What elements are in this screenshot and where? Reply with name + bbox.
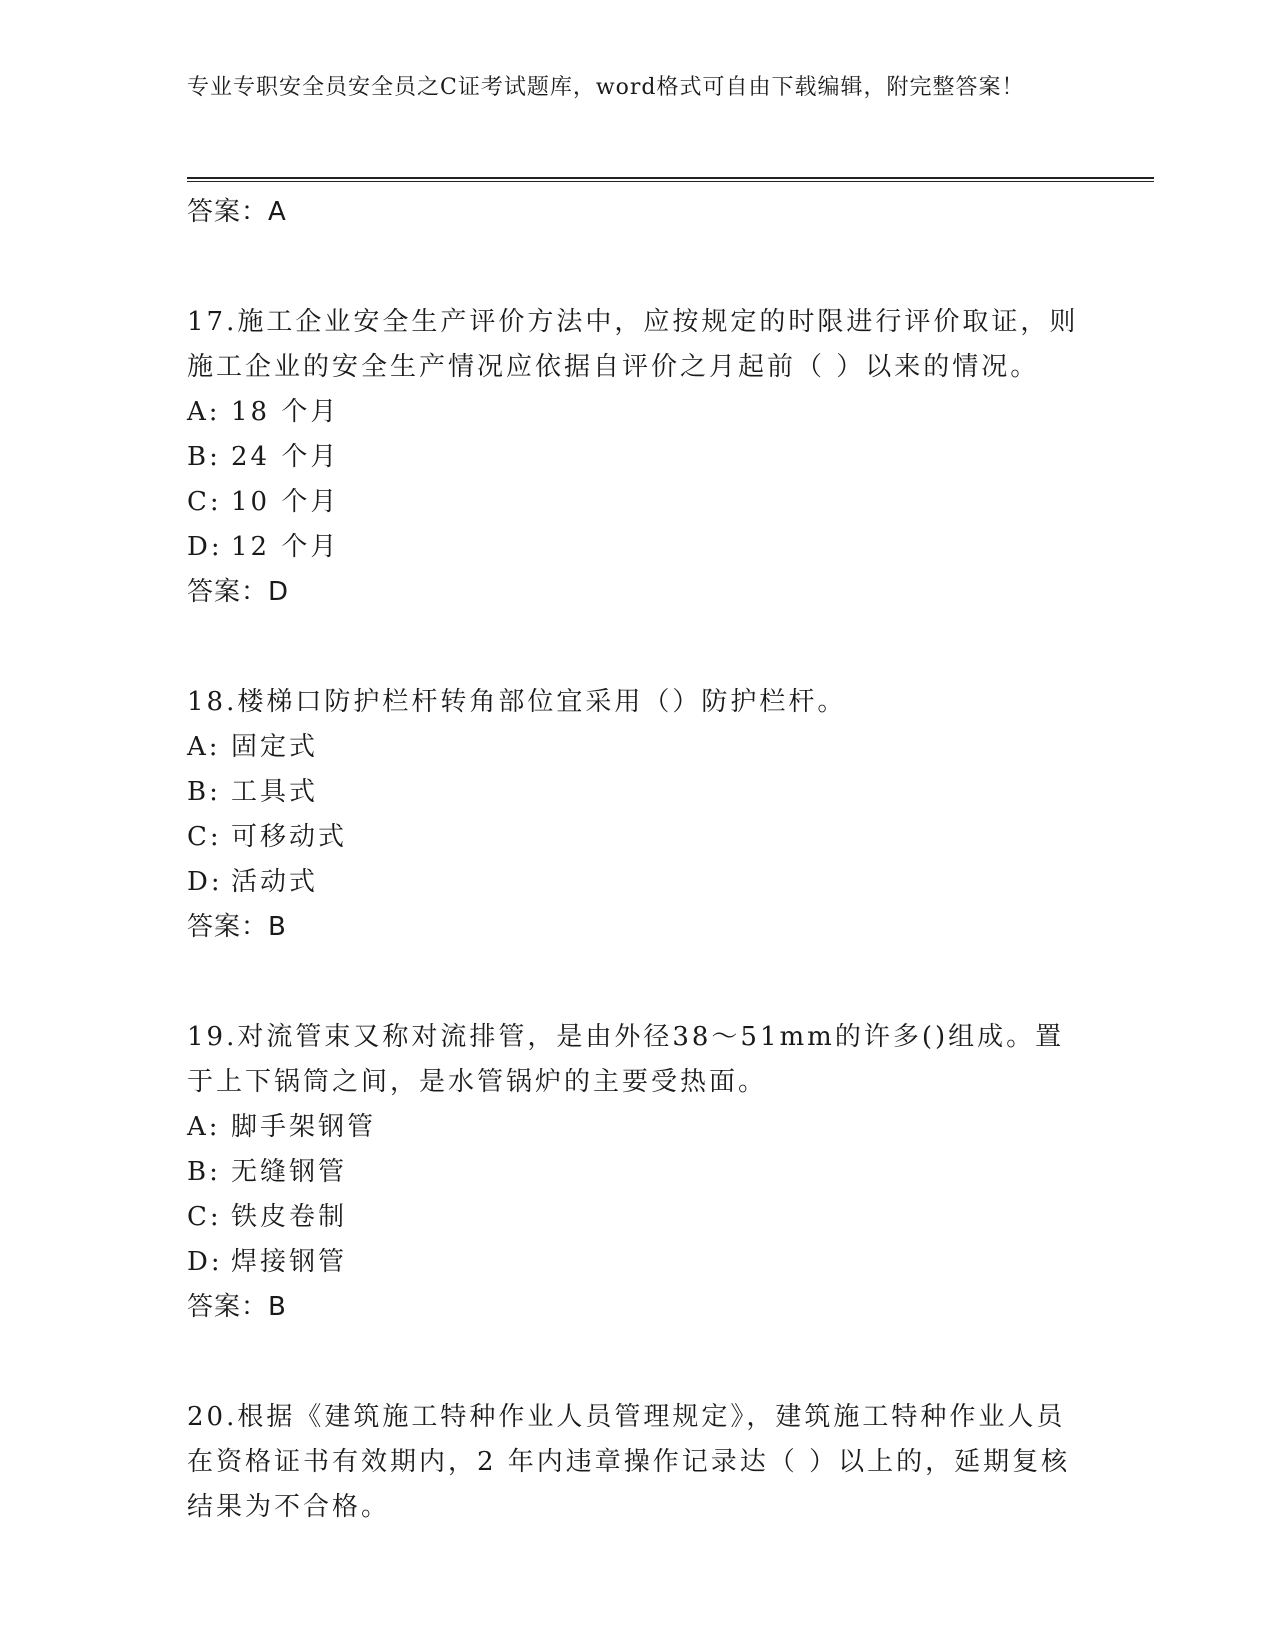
- option-text: 可移动式: [231, 822, 348, 852]
- question-text: 20.根据《建筑施工特种作业人员管理规定》，建筑施工特种作业人员在资格证书有效期内，2 年内违章操作记录达（ ）以上的，延期复核结果为不合格。: [187, 1402, 1071, 1522]
- option-letter: C:: [187, 1202, 222, 1232]
- option-b: [187, 770, 1087, 815]
- answer-line: 答案：D: [187, 577, 290, 607]
- option-a: [187, 390, 1087, 435]
- option-letter: D:: [187, 532, 223, 562]
- option-d: [187, 525, 1087, 570]
- option-text: 活动式: [231, 867, 319, 897]
- question-19: [187, 1015, 1087, 1329]
- option-d: [187, 1240, 1087, 1285]
- question-17: [187, 300, 1087, 614]
- option-letter: A:: [187, 732, 221, 762]
- option-a: [187, 725, 1087, 770]
- page-header: 专业专职安全员安全员之C证考试题库，word格式可自由下载编辑，附完整答案！: [187, 75, 1025, 100]
- header-divider: [187, 177, 1154, 182]
- option-c: [187, 1195, 1087, 1240]
- option-b: [187, 435, 1087, 480]
- option-letter: B:: [187, 777, 221, 807]
- option-d: [187, 860, 1087, 905]
- option-text: 24 个月: [231, 442, 340, 472]
- option-letter: B:: [187, 1157, 221, 1187]
- question-18: [187, 680, 1087, 949]
- option-letter: B:: [187, 442, 221, 472]
- question-20: [187, 1395, 1087, 1530]
- option-b: [187, 1150, 1087, 1195]
- option-c: [187, 815, 1087, 860]
- option-letter: D:: [187, 867, 223, 897]
- question-text: 19.对流管束又称对流排管，是由外径38～51mm的许多()组成。置于上下锅筒之间，是水管锅炉的主要受热面。: [187, 1022, 1065, 1097]
- option-letter: A:: [187, 397, 221, 427]
- question-text: 18.楼梯口防护栏杆转角部位宜采用（）防护栏杆。: [187, 687, 847, 717]
- option-c: [187, 480, 1087, 525]
- answer-line: 答案：A: [187, 197, 287, 227]
- option-text: 工具式: [231, 777, 319, 807]
- option-letter: A:: [187, 1112, 221, 1142]
- option-letter: C:: [187, 487, 222, 517]
- option-text: 固定式: [231, 732, 319, 762]
- option-text: 12 个月: [231, 532, 340, 562]
- answer-line: 答案：B: [187, 1292, 287, 1322]
- option-letter: D:: [187, 1247, 223, 1277]
- question-text: 17.施工企业安全生产评价方法中，应按规定的时限进行评价取证，则施工企业的安全生产情况应依据自评价之月起前（ ）以来的情况。: [187, 307, 1079, 382]
- document-body: [187, 190, 1087, 1530]
- answer-line: 答案：B: [187, 912, 287, 942]
- option-a: [187, 1105, 1087, 1150]
- option-text: 脚手架钢管: [231, 1112, 377, 1142]
- option-text: 无缝钢管: [231, 1157, 348, 1187]
- option-text: 10 个月: [231, 487, 340, 517]
- option-text: 18 个月: [231, 397, 340, 427]
- option-text: 焊接钢管: [231, 1247, 348, 1277]
- option-text: 铁皮卷制: [231, 1202, 348, 1232]
- option-letter: C:: [187, 822, 222, 852]
